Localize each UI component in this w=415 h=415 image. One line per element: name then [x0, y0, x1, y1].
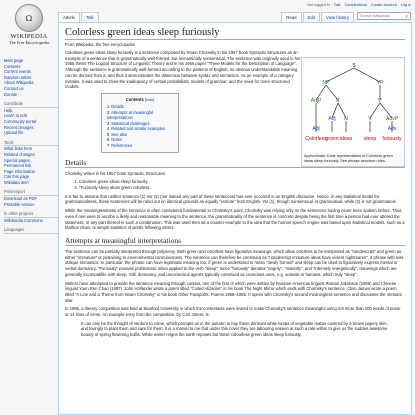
tree-word-furiously: furiously	[382, 136, 402, 142]
page-title: Colorless green ideas sleep furiously	[65, 27, 405, 40]
sidebar-item-contact[interactable]: Contact us	[4, 85, 24, 91]
tree-node-vbar: V'	[377, 98, 383, 104]
toc-item[interactable]: 2 Attempts at meaningful interpretations	[107, 109, 154, 121]
puzzle-globe-icon: Ω	[15, 4, 43, 32]
tree-node-v: V	[368, 116, 372, 122]
sidebar-item-page-information[interactable]: Page information	[4, 168, 35, 174]
sidebar-item-current-events[interactable]: Current events	[4, 69, 31, 75]
toc-item[interactable]: 7 References	[107, 143, 133, 149]
sidebar-heading-other-projects: In other projects	[4, 211, 58, 218]
logo-subtitle: The Free Encyclopedia	[9, 40, 49, 45]
tree-word-green: green	[325, 136, 339, 142]
list-item: 2. *Furiously sleep ideas green colorless.	[79, 185, 405, 191]
sidebar-item-special-pages[interactable]: Special pages	[4, 157, 30, 163]
sidebar-item-random-article[interactable]: Random article	[4, 74, 32, 80]
sidebar-item-contents[interactable]: Contents	[4, 63, 21, 69]
tab-article[interactable]: Article	[58, 12, 80, 22]
infobox-caption: Approximate X-bar representation of Colorless green ideas sleep furiously. See phrase structure rules.	[304, 154, 393, 163]
sidebar-item-donate[interactable]: Donate	[4, 91, 18, 97]
tree-word-ideas: ideas	[339, 136, 353, 142]
sidebar-item-about[interactable]: About Wikipedia	[4, 80, 34, 86]
site-tagline: From Wikipedia, the free encyclopedia	[65, 42, 135, 47]
tree-node-n: N	[344, 116, 348, 122]
toc-item[interactable]: 6 Notes	[107, 137, 122, 143]
personal-tools	[307, 3, 411, 7]
sidebar-item-cite[interactable]: Cite this page	[4, 174, 30, 180]
log-in-link[interactable]: Log in	[400, 3, 411, 7]
tree-node-nbar: N'	[335, 98, 341, 104]
not-logged-in: Not logged in	[307, 3, 330, 7]
sidebar-item-permanent-link[interactable]: Permanent link	[4, 163, 32, 169]
logo-wordmark: WIKIPEDIA	[10, 33, 48, 40]
toc-item[interactable]: 3 Statistical challenges	[107, 120, 150, 126]
attempts-paragraph-1: The sentence can be partially interpreted through polysemy. Both green and colorless have figurative meanings, which allow colorless to be interpreted as "nondescript" and green as either "immature" or pertaining to environmental consciousness. The sentence can therefore be construed as "nondescript immature ideas have violent nightmares", a phrase with less oblique semantics. In particular, the phrase can have legitimate meaning too, if green is understood to mean "newly formed" and sleep can be used to figuratively express mental or verbal dormancy. "Furiously" remains problematic when applied to the verb "sleep", since "furiously" denotes "angrily", "violently", and "intensely energetically", meanings which are generally incompatible with sleep. Still, dormancy, and unconscious agents typically construed as conscious ones, e.g. animals or humans, which truly "sleep".	[65, 249, 404, 277]
contributions-link[interactable]: Contributions	[344, 3, 367, 7]
example-sentences	[79, 179, 405, 190]
toc-hide-toggle[interactable]: [hide]	[145, 97, 155, 102]
wikipedia-logo[interactable]	[4, 2, 54, 52]
talk-link[interactable]: Talk	[333, 3, 341, 7]
search-icon[interactable]: ⚲	[405, 15, 408, 19]
sidebar-item-download-pdf[interactable]: Download as PDF	[4, 196, 37, 202]
heading-attempts: Attempts at meaningful interpretations	[65, 236, 405, 246]
sidebar-item-printable[interactable]: Printable version	[4, 201, 35, 207]
toc-item[interactable]: 5 See also	[107, 131, 128, 137]
tab-edit[interactable]: Edit	[303, 12, 320, 22]
sidebar	[4, 58, 58, 234]
details-paragraph-1: It is fair to assume that neither sentence (1) nor (2) (nor indeed any part of these sentences) has ever occurred in an English discourse. Hence, in any statistical model for grammaticalness, these sentences will be ruled out on identical grounds as equally "remote" from English. Yet (1), though nonsensical, is grammatical, while (2) is not grammatical.	[65, 193, 397, 205]
tree-node-np: NP	[322, 80, 330, 86]
tree-node-adj-2: Adj	[328, 116, 336, 122]
sidebar-item-main-page[interactable]: Main page	[4, 58, 24, 63]
tree-word-sleep: sleep	[363, 136, 377, 142]
toc-item[interactable]: 4 Related and similar examples	[107, 126, 165, 132]
intro-paragraph: Colorless green ideas sleep furiously is a sentence composed by Noam Chomsky in his 1957 book Syntactic Structures as an example of a sentence that is grammatically well-formed, but semantically nonsensical. The sentence was originally used in his 1955 thesis The Logical Structure of Linguistic Theory and in his 1956 paper "Three Models for the Description of Language". Although the sentence is grammatically well-formed according to the patterns of English, no obvious understandable meaning can be derived from it, and thus it demonstrates the distinction between syntax and semantics. As an example of a category mistake, it was used to show the inadequacy of certain probabilistic models of grammar, and the need for more structured models.	[65, 50, 301, 90]
sidebar-item-help[interactable]: Help	[4, 107, 13, 113]
tree-node-s: S	[352, 63, 356, 69]
sidebar-item-upload-file[interactable]: Upload file	[4, 130, 24, 136]
sidebar-item-learn-to-edit[interactable]: Learn to edit	[4, 113, 27, 119]
details-paragraph-2: While the meaninglessness of the sentence is often considered fundamental to Chomsky's point, Chomsky was relying only on the sentences having never been spoken before. Thus, even if one were to ascribe a likely and reasonable meaning to the sentence, the grammaticality of the sentence is concrete despite being the first time a person had ever uttered the statement, or any part thereof in such a combination. This was used then as a counter-example to the idea that the human speech engine was based upon statistical models, such as a Markov chain, or simple statistics of words following others.	[65, 208, 405, 231]
xbar-tree-diagram[interactable]	[304, 60, 404, 152]
sidebar-heading-print: Print/export	[4, 189, 58, 196]
list-item: 1. Colorless green ideas sleep furiously.	[79, 179, 405, 185]
block-quote: It can only be the thought of verdure to come, which prompts us in the autumn to buy these dormant white lumps of vegetable matter covered by a brown papery skin, and lovingly to plant them and care for them. It is a marvel to me that under this cover they are labouring unseen at such a rate within to give us the sudden awesome beauty of spring flowering bulbs. While winter reigns the earth reposes but these colourless green ideas sleep furiously.	[81, 320, 388, 338]
details-intro: Chomsky writes in his 1957 book Syntactic Structures:	[65, 170, 166, 176]
tree-node-adjp: AdjP	[310, 98, 322, 104]
sidebar-item-wikidata[interactable]: Wikidata item	[4, 179, 29, 185]
tab-read[interactable]: Read	[281, 12, 301, 22]
attempts-paragraph-2: Writers have attempted to provide the sentence meaning through context, one of the first of which were written by Russian-American linguist Roman Jakobson (1959) and Chinese linguist Yuen Ren Chao (1997). John Hollander wrote a poem titled "Coiled Alizarine" in his book The Night Mirror which ends with Chomsky's sentence. Clive James wrote a poem titled "A Line and a Theme from Noam Chomsky" in his book Other Passports: Poems 1958–1985. It opens with Chomsky's second meaningless sentence and discusses the Vietnam War.	[65, 280, 402, 303]
toc-item[interactable]: 1 Details	[107, 103, 124, 109]
create-account-link[interactable]: Create account	[370, 3, 397, 7]
sidebar-item-related-changes[interactable]: Related changes	[4, 151, 35, 157]
sidebar-item-what-links-here[interactable]: What links here	[4, 146, 33, 152]
tab-view-history[interactable]: View history	[321, 12, 354, 22]
article-content	[58, 22, 412, 415]
sidebar-heading-tools: Tools	[4, 140, 58, 147]
tab-talk[interactable]: Talk	[81, 12, 99, 22]
infobox-figure	[301, 57, 405, 167]
attempts-paragraph-3: In 1985, a literary competition was held at Stanford University in which the contestants were invited to make Chomsky's sentence meaningful using not more than 100 words of prose or 14 lines of verse. An example entry from the competition, by C.M. Street, is	[65, 306, 401, 318]
table-of-contents	[101, 93, 179, 153]
sidebar-heading-contribute: Contribute	[4, 101, 58, 108]
tree-node-advp: AdvP	[386, 116, 398, 122]
page-tabs	[58, 12, 411, 22]
tree-node-adv: Adv	[387, 126, 397, 132]
sidebar-item-community-portal[interactable]: Community portal	[4, 118, 37, 124]
heading-details: Details	[65, 158, 405, 168]
search-input[interactable]	[357, 12, 411, 20]
tree-node-vp: VP	[376, 80, 384, 86]
sidebar-heading-languages: Languages	[4, 227, 58, 234]
toc-title: Contents	[125, 96, 144, 102]
search-placeholder: Search Wikipedia	[360, 14, 390, 18]
sidebar-item-commons[interactable]: Wikimedia Commons	[4, 217, 43, 223]
sidebar-item-recent-changes[interactable]: Recent changes	[4, 124, 34, 130]
tree-word-colorless: Colorless	[305, 136, 327, 142]
tree-node-adj-1: Adj	[312, 126, 320, 132]
